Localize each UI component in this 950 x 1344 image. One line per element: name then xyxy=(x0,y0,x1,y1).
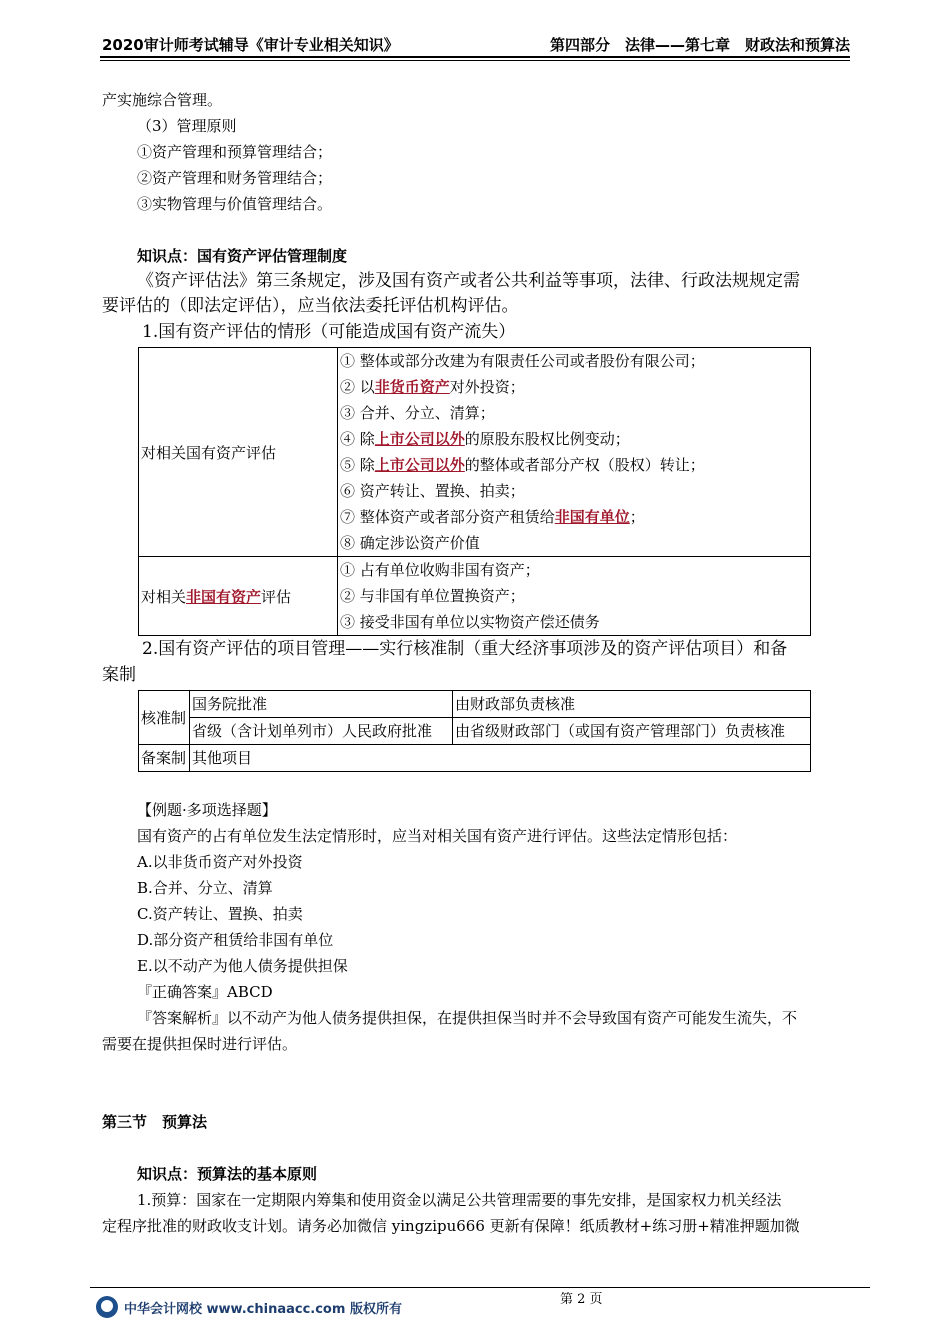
table-row-label: 备案制 xyxy=(139,745,190,772)
paragraph: 《资产评估法》第三条规定，涉及国有资产或者公共利益等事项，法律、行政法规规定需 xyxy=(137,271,800,291)
paragraph: （3）管理原则 xyxy=(137,117,237,135)
table-cell: ⑥ 资产转让、置换、拍卖； xyxy=(338,478,811,504)
table-cell: 省级（含计划单列市）人民政府批准 xyxy=(190,718,453,745)
page-number: 第 2 页 xyxy=(560,1292,603,1307)
table-cell: 由省级财政部门（或国有资产管理部门）负责核准 xyxy=(453,718,811,745)
highlight-text: 非货币资产 xyxy=(374,378,450,396)
header-rule-thin xyxy=(100,60,850,61)
option-a: A.以非货币资产对外投资 xyxy=(137,853,303,871)
knowledge-point-title: 知识点：国有资产评估管理制度 xyxy=(137,247,348,265)
table-cell: ⑤ 除上市公司以外的整体或者部分产权（股权）转让； xyxy=(338,452,811,478)
paragraph: 1.预算：国家在一定期限内筹集和使用资金以满足公共管理需要的事先安排，是国家权力机关经法 xyxy=(137,1191,782,1209)
knowledge-point-title: 知识点：预算法的基本原则 xyxy=(137,1165,318,1183)
list-item: ②资产管理和财务管理结合； xyxy=(137,169,333,187)
paragraph: 要评估的（即法定评估），应当依法委托评估机构评估。 xyxy=(102,296,519,316)
table-cell: ② 以非货币资产对外投资； xyxy=(338,374,811,400)
highlight-text: 上市公司以外 xyxy=(374,456,465,474)
table-cell: ③ 合并、分立、清算； xyxy=(338,400,811,426)
table-row-label: 核准制 xyxy=(139,691,190,745)
table-cell: ① 占有单位收购非国有资产； xyxy=(338,557,811,584)
table-cell: ⑦ 整体资产或者部分资产租赁给非国有单位； xyxy=(338,504,811,530)
section-heading: 2.国有资产评估的项目管理——实行核准制（重大经济事项涉及的资产评估项目）和备 xyxy=(142,639,788,659)
highlight-text: 上市公司以外 xyxy=(374,430,465,448)
option-d: D.部分资产租赁给非国有单位 xyxy=(137,931,334,949)
paragraph: 产实施综合管理。 xyxy=(102,91,223,109)
table-cell: ④ 除上市公司以外的原股东股权比例变动； xyxy=(338,426,811,452)
header-left: 2020审计师考试辅导《审计专业相关知识》 xyxy=(102,36,399,54)
table-cell: ③ 接受非国有单位以实物资产偿还债务 xyxy=(338,609,811,636)
table-cell: ① 整体或部分改建为有限责任公司或者股份有限公司； xyxy=(338,348,811,375)
table-row-label: 对相关非国有资产评估 xyxy=(139,557,338,636)
footer-rule xyxy=(90,1287,870,1288)
highlight-text: 非国有资产 xyxy=(186,587,262,606)
option-e: E.以不动产为他人债务提供担保 xyxy=(137,957,348,975)
table-cell: 其他项目 xyxy=(190,745,811,772)
analysis-cont: 需要在提供担保时进行评估。 xyxy=(102,1035,298,1053)
list-item: ③实物管理与价值管理结合。 xyxy=(137,195,333,213)
question: 国有资产的占有单位发生法定情形时，应当对相关国有资产进行评估。这些法定情形包括： xyxy=(137,827,738,845)
list-item: ①资产管理和预算管理结合； xyxy=(137,143,333,161)
analysis: 『答案解析』以不动产为他人债务提供担保，在提供担保当时并不会导致国有资产可能发生流失，不 xyxy=(137,1009,798,1027)
answer: 『正确答案』ABCD xyxy=(137,983,273,1001)
header-right: 第四部分 法律——第七章 财政法和预算法 xyxy=(549,36,850,54)
section-heading-cont: 案制 xyxy=(102,665,136,685)
section-title: 第三节 预算法 xyxy=(102,1113,208,1131)
section-heading: 1.国有资产评估的情形（可能造成国有资产流失） xyxy=(142,322,516,342)
table-cell: 国务院批准 xyxy=(190,691,453,718)
paragraph: 定程序批准的财政收支计划。请务必加微信 yingzipu666 更新有保障！纸质教材+练习册+精准押题加微 xyxy=(102,1217,800,1235)
school-logo-icon-inner xyxy=(101,1300,113,1312)
example-title: 【例题·多项选择题】 xyxy=(137,801,277,819)
table-cell: 由财政部负责核准 xyxy=(453,691,811,718)
table-cell: ⑧ 确定涉讼资产价值 xyxy=(338,530,811,557)
footer-brand: 中华会计网校 www.chinaacc.com 版权所有 xyxy=(124,1302,402,1317)
highlight-text: 非国有单位 xyxy=(554,508,630,526)
header-rule xyxy=(100,56,850,58)
assessment-table xyxy=(138,347,811,636)
table-cell: ② 与非国有单位置换资产； xyxy=(338,583,811,609)
option-c: C.资产转让、置换、拍卖 xyxy=(137,905,303,923)
approval-table xyxy=(138,690,811,772)
option-b: B.合并、分立、清算 xyxy=(137,879,273,897)
table-row-label: 对相关国有资产评估 xyxy=(139,348,338,557)
